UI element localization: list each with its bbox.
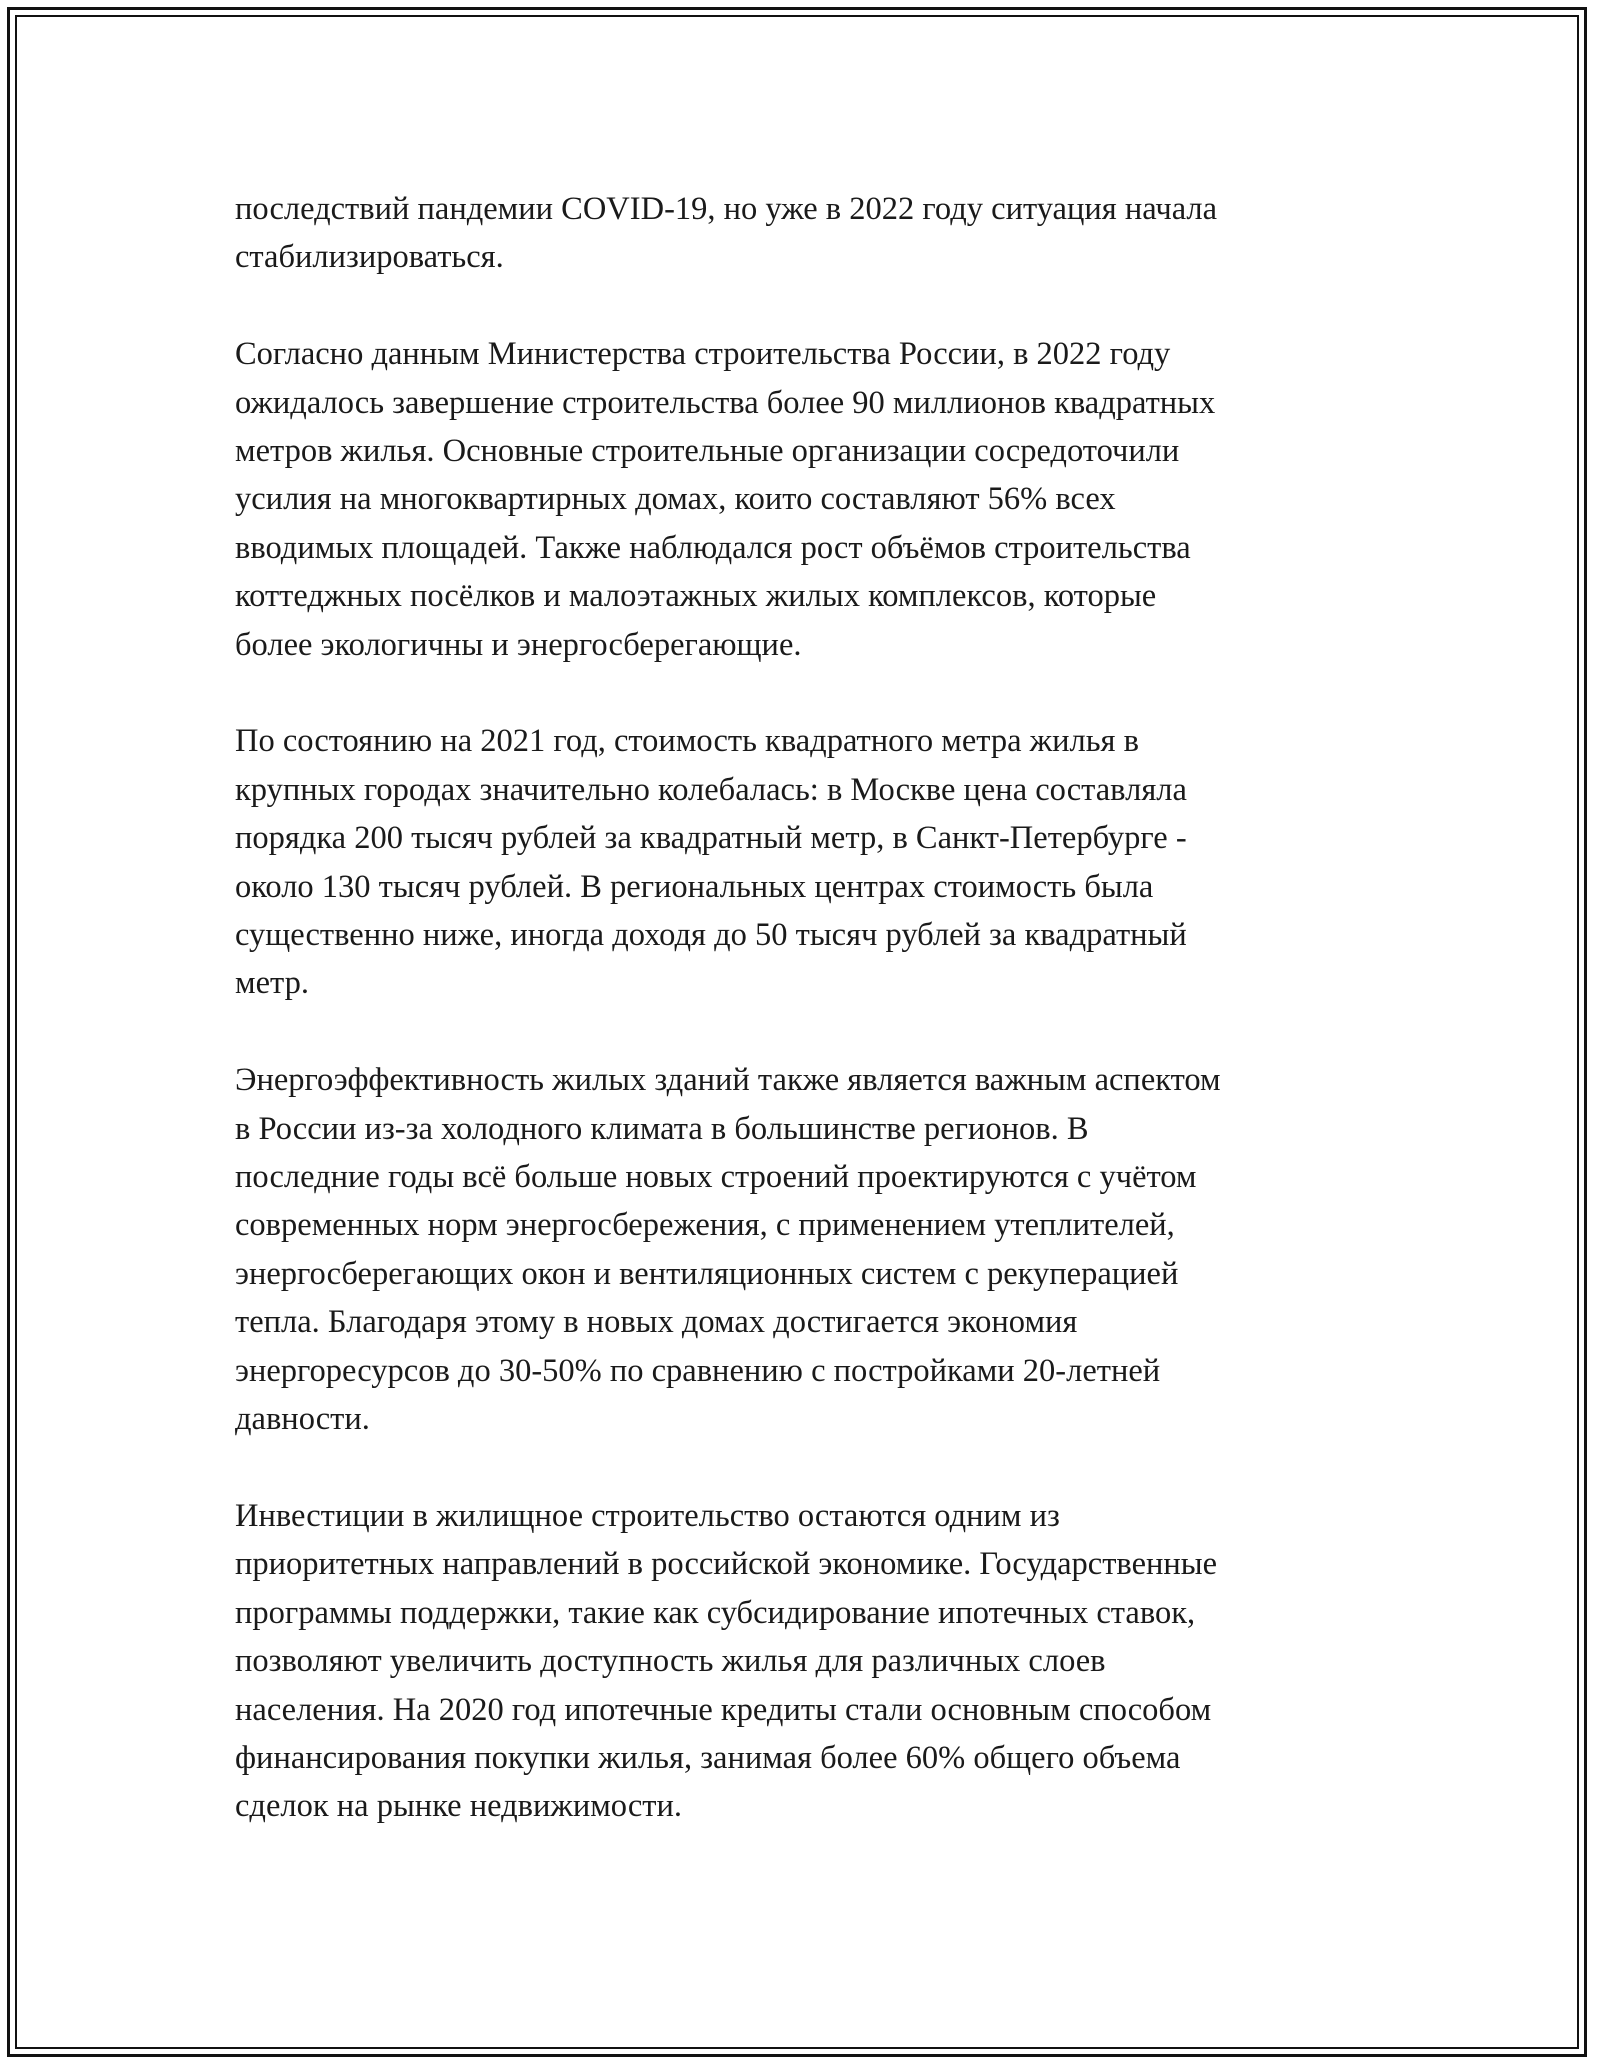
paragraph-covid-stabilization: последствий пандемии COVID-19, но уже в 2022 году ситуация начала стабилизироваться.	[235, 191, 1218, 276]
paragraph-investments-mortgage: Инвестиции в жилищное строительство остаются одним из приоритетных направлений в российской экономике. Государственные программы поддержки, такие как субсидирование ипотечных ставок, позволяют увеличить доступность жилья для различных слоев населения. На 2020 год ипотечные кредиты стали основным способом финансирования покупки жилья, занимая более 60% общего объема сделок на рынке недвижимости.	[235, 1497, 1218, 1825]
document-body	[235, 185, 1375, 1879]
paragraph-energy-efficiency: Энергоэффективность жилых зданий также является важным аспектом в России из-за холодного климата в большинстве регионов. В последние годы всё больше новых строений проектируются с учётом современных норм энергосбережения, с применением утеплителей, энергосберегающих окон и вентиляционных систем с рекуперацией тепла. Благодаря этому в новых домах достигается экономия энергоресурсов до 30-50% по сравнению с постройками 20-летней давности.	[235, 1062, 1221, 1438]
paragraph-construction-volume: Согласно данным Министерства строительства России, в 2022 году ожидалось завершение строительства более 90 миллионов квадратных метров жилья. Основные строительные организации сосредоточили усилия на многоквартирных домах, които составляют 56% всех вводимых площадей. Также наблюдался рост объёмов строительства коттеджных посёлков и малоэтажных жилых комплексов, которые более экологичны и энергосберегающие.	[235, 336, 1216, 663]
paragraph-housing-prices: По состоянию на 2021 год, стоимость квадратного метра жилья в крупных городах значительно колебалась: в Москве цена составляла порядка 200 тысяч рублей за квадратный метр, в Санкт-Петербурге - около 130 тысяч рублей. В региональных центрах стоимость была существенно ниже, иногда доходя до 50 тысяч рублей за квадратный метр.	[235, 723, 1187, 1002]
